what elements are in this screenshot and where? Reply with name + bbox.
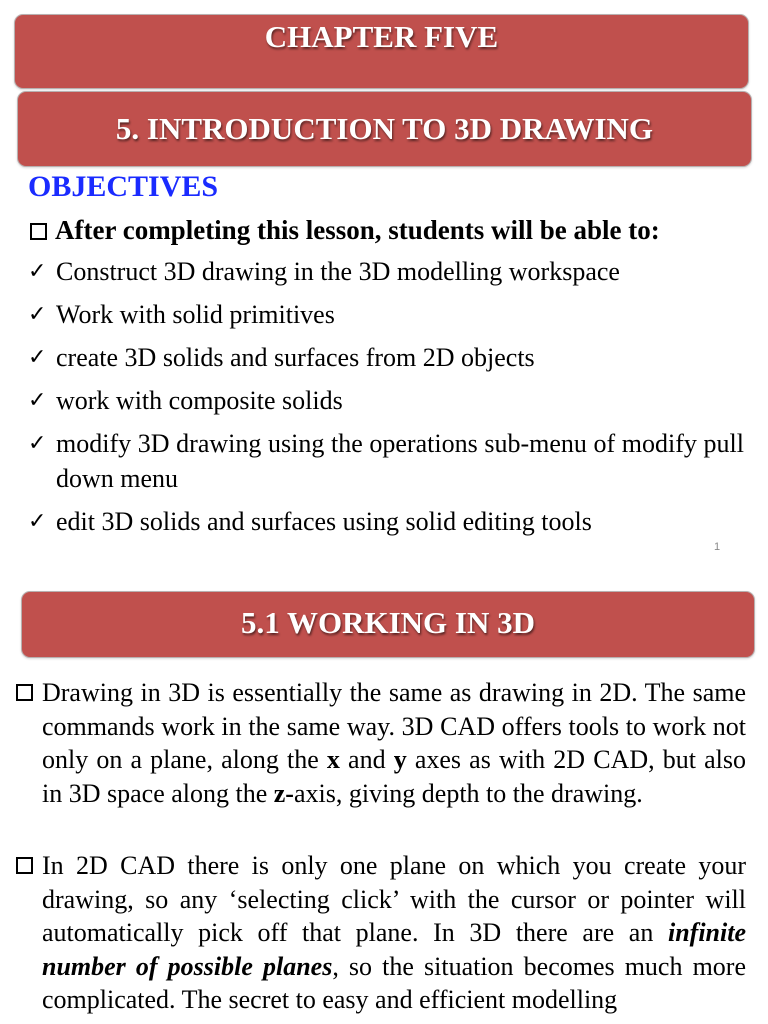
section-title-banner — [17, 91, 752, 167]
check-icon: ✓ — [28, 509, 47, 534]
subsection-title-banner — [21, 591, 755, 658]
objective-item — [28, 340, 744, 375]
page-number: 1 — [714, 541, 721, 553]
chapter-title: CHAPTER FIVE — [264, 19, 499, 54]
z-axis-label: z- — [273, 778, 294, 808]
y-axis-label: y — [393, 745, 407, 774]
check-icon: ✓ — [28, 388, 47, 413]
chapter-title-banner — [14, 14, 749, 89]
objective-item — [28, 297, 744, 332]
objective-text: modify 3D drawing using the operations sub-menu of modify pull down menu — [56, 429, 744, 493]
objectives-heading: OBJECTIVES — [28, 170, 219, 203]
objective-text: Work with solid primitives — [56, 300, 335, 329]
objective-item — [28, 254, 744, 289]
section-title: 5. INTRODUCTION TO 3D DRAWING — [115, 111, 654, 146]
objective-text: edit 3D solids and surfaces using solid editing tools — [56, 507, 592, 536]
paragraph-text: Drawing in 3D is essentially the same as drawing in 2D. The same commands work in the same way. 3D CAD offers tools to work not only on a plane, along the x and y axes as with 2D CAD, but also in 3D space along the z-axis, giving depth to the drawing. — [42, 678, 746, 808]
paragraph-2d-vs-3d-planes — [16, 849, 746, 1017]
emphasis-infinite-planes: infinite number of possible planes — [42, 918, 746, 981]
objective-item — [28, 504, 744, 539]
subsection-title: 5.1 WORKING IN 3D — [241, 605, 535, 640]
x-axis-label: x — [326, 745, 340, 774]
objective-item — [28, 426, 744, 496]
checkbox-bullet-icon — [16, 857, 33, 874]
check-icon: ✓ — [28, 431, 47, 456]
objective-text: work with composite solids — [56, 386, 343, 415]
objectives-list — [28, 254, 744, 547]
objective-text: create 3D solids and surfaces from 2D objects — [56, 343, 535, 372]
check-icon: ✓ — [28, 302, 47, 327]
check-icon: ✓ — [28, 259, 47, 284]
check-icon: ✓ — [28, 345, 47, 370]
lead-text: After completing this lesson, students will be able to: — [55, 215, 660, 245]
objectives-lead — [30, 212, 750, 248]
checkbox-bullet-icon — [16, 684, 33, 701]
paragraph-text: In 2D CAD there is only one plane on which you create your drawing, so any ‘selecting click’ with the cursor or pointer will automatically pick off that plane. In 3D there are an infinite number of possible planes, so the situation becomes much more complicated. The secret to easy and efficient modelling — [42, 851, 746, 1014]
paragraph-drawing-in-3d — [16, 676, 746, 810]
objective-text: Construct 3D drawing in the 3D modelling workspace — [56, 257, 620, 286]
objective-item — [28, 383, 744, 418]
checkbox-bullet-icon — [30, 223, 47, 240]
